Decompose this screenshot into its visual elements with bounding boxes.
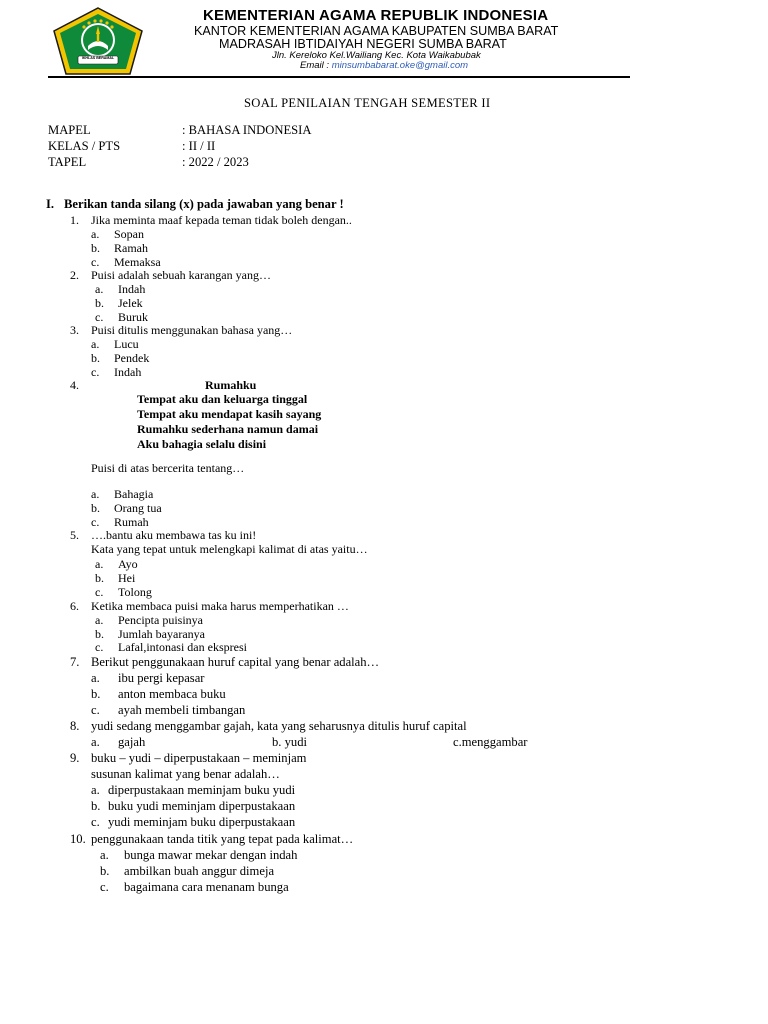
email-link[interactable]: minsumbabarat.oke@gmail.com xyxy=(331,60,469,71)
poem-line: Tempat aku dan keluarga tinggal xyxy=(137,392,308,406)
question-number: 10. xyxy=(70,832,86,846)
option-letter: a. xyxy=(95,282,104,296)
info-value-mapel: : BAHASA INDONESIA xyxy=(182,123,312,137)
option-text: Memaksa xyxy=(114,255,161,269)
question-text: Jika meminta maaf kepada teman tidak boleh dengan.. xyxy=(91,213,352,227)
question-text: Puisi adalah sebuah karangan yang… xyxy=(91,268,271,282)
option-letter: b. xyxy=(91,351,100,365)
option-text: yudi meminjam buku diperpustakaan xyxy=(108,815,296,829)
question-text: Berikut penggunakaan huruf capital yang benar adalah… xyxy=(91,655,380,669)
option-letter: c. xyxy=(100,880,109,894)
question-number: 6. xyxy=(70,599,79,613)
question-text: Ketika membaca puisi maka harus memperhatikan … xyxy=(91,599,349,613)
section-number: I. xyxy=(46,197,55,211)
option-letter: a. xyxy=(91,337,100,351)
question-text: Puisi ditulis menggunakan bahasa yang… xyxy=(91,323,293,337)
option-letter: c. xyxy=(95,640,104,654)
option-text: Orang tua xyxy=(114,501,162,515)
option-letter: c. xyxy=(91,515,100,529)
question-number: 9. xyxy=(70,751,80,765)
option-letter: b. xyxy=(91,687,101,701)
option-text: diperpustakaan meminjam buku yudi xyxy=(108,783,296,797)
option-text: Hei xyxy=(118,571,136,585)
question-number: 8. xyxy=(70,719,80,733)
option-letter: b. xyxy=(91,799,101,813)
section-instruction: Berikan tanda silang (x) pada jawaban yang benar ! xyxy=(64,197,344,211)
option-text: buku yudi meminjam diperpustakaan xyxy=(108,799,296,813)
option-text: Indah xyxy=(114,365,142,379)
ministry-logo xyxy=(50,6,146,76)
option-text: ambilkan buah anggur dimeja xyxy=(124,864,275,878)
option-letter: a. xyxy=(91,227,100,241)
option-letter: c. xyxy=(95,310,104,324)
question-number: 2. xyxy=(70,268,79,282)
option-letter: a. xyxy=(95,557,104,571)
email-label: Email : xyxy=(300,60,332,71)
school-address: Jln. Kereloko Kel.Wailiang Kec. Kota Waikabubak xyxy=(272,50,481,61)
poem-line: Rumahku sederhana namun damai xyxy=(137,422,319,436)
option-letter: c. xyxy=(95,585,104,599)
exam-title: SOAL PENILAIAN TENGAH SEMESTER II xyxy=(244,96,491,110)
question-text: buku – yudi – diperpustakaan – meminjam xyxy=(91,751,307,765)
question-number: 5. xyxy=(70,528,79,542)
info-value-tapel: : 2022 / 2023 xyxy=(182,155,249,169)
office-name: KANTOR KEMENTERIAN AGAMA KABUPATEN SUMBA BARAT xyxy=(194,24,559,38)
option-text: c.menggambar xyxy=(453,735,528,749)
option-text: Indah xyxy=(118,282,146,296)
option-letter: c. xyxy=(91,815,100,829)
option-text: Lafal,intonasi dan ekspresi xyxy=(118,640,247,654)
option-text: Pencipta puisinya xyxy=(118,613,203,627)
option-letter: b. xyxy=(95,296,104,310)
option-letter: b. xyxy=(95,627,104,641)
header-divider xyxy=(48,76,630,78)
option-text: Buruk xyxy=(118,310,148,324)
poem-title: Rumahku xyxy=(205,378,257,392)
option-text: Bahagia xyxy=(114,487,154,501)
option-text: bagaimana cara menanam bunga xyxy=(124,880,289,894)
option-text: Tolong xyxy=(118,585,152,599)
question-text-2: susunan kalimat yang benar adalah… xyxy=(91,767,280,781)
info-label-mapel: MAPEL xyxy=(48,123,91,137)
school-email xyxy=(300,60,468,71)
option-text: ayah membeli timbangan xyxy=(118,703,246,717)
option-letter: b. xyxy=(95,571,104,585)
option-letter: a. xyxy=(100,848,109,862)
poem-line: Tempat aku mendapat kasih sayang xyxy=(137,407,322,421)
poem-line: Aku bahagia selalu disini xyxy=(137,437,267,451)
ministry-emblem-icon xyxy=(50,6,146,76)
info-label-tapel: TAPEL xyxy=(48,155,87,169)
option-text: Pendek xyxy=(114,351,150,365)
option-letter: a. xyxy=(91,671,100,685)
option-text: bunga mawar mekar dengan indah xyxy=(124,848,298,862)
option-letter: b. xyxy=(91,501,100,515)
question-number: 3. xyxy=(70,323,79,337)
option-letter: b. xyxy=(100,864,110,878)
option-letter: a. xyxy=(95,613,104,627)
question-text: Puisi di atas bercerita tentang… xyxy=(91,461,245,475)
option-text: Ramah xyxy=(114,241,148,255)
option-text: Rumah xyxy=(114,515,149,529)
question-text: yudi sedang menggambar gajah, kata yang seharusnya ditulis huruf capital xyxy=(91,719,467,733)
option-letter: c. xyxy=(91,365,100,379)
info-value-kelas: : II / II xyxy=(182,139,216,153)
option-letter: a. xyxy=(91,735,100,749)
option-text: gajah xyxy=(118,735,146,749)
option-letter: c. xyxy=(91,255,100,269)
question-text: ….bantu aku membawa tas ku ini! xyxy=(91,528,257,542)
option-text: Jelek xyxy=(118,296,143,310)
option-letter: a. xyxy=(91,783,100,797)
option-text: Sopan xyxy=(114,227,144,241)
question-text: penggunakaan tanda titik yang tepat pada kalimat… xyxy=(91,832,354,846)
question-number: 1. xyxy=(70,213,79,227)
option-letter: c. xyxy=(91,703,100,717)
question-number: 7. xyxy=(70,655,80,669)
option-text: Jumlah bayaranya xyxy=(118,627,205,641)
question-number: 4. xyxy=(70,378,79,392)
option-text: Lucu xyxy=(114,337,139,351)
option-text: b. yudi xyxy=(272,735,307,749)
option-text: anton membaca buku xyxy=(118,687,226,701)
info-label-kelas: KELAS / PTS xyxy=(48,139,121,153)
ministry-name: KEMENTERIAN AGAMA REPUBLIK INDONESIA xyxy=(203,7,549,24)
school-name: MADRASAH IBTIDAIYAH NEGERI SUMBA BARAT xyxy=(219,37,507,51)
logo-text: IKHLAS BERAMAL xyxy=(81,56,115,60)
option-text: Ayo xyxy=(118,557,138,571)
option-letter: b. xyxy=(91,241,100,255)
question-text-2: Kata yang tepat untuk melengkapi kalimat di atas yaitu… xyxy=(91,542,368,556)
option-letter: a. xyxy=(91,487,100,501)
option-text: ibu pergi kepasar xyxy=(118,671,205,685)
